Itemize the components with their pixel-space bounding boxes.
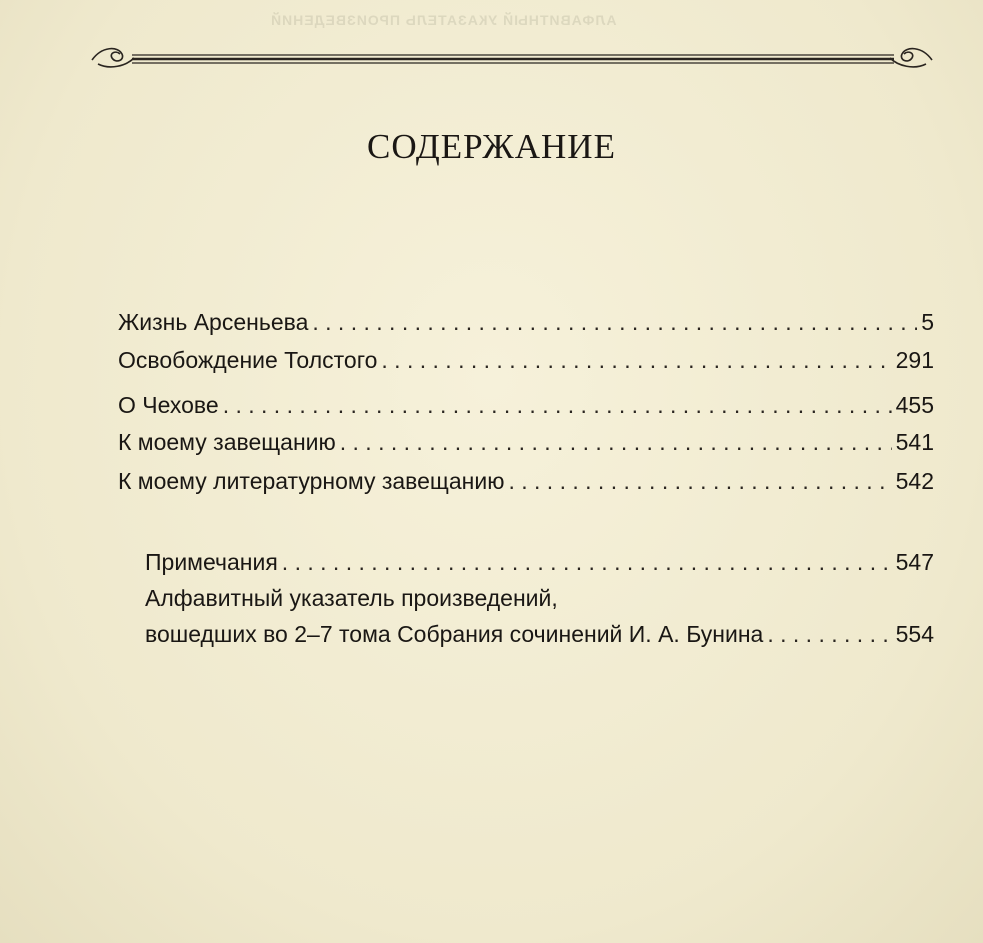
- page-title: СОДЕРЖАНИЕ: [367, 127, 616, 166]
- dot-leader: [340, 427, 892, 457]
- ornamental-rule: [88, 40, 936, 74]
- toc-entry: [118, 466, 934, 496]
- toc-entry-title-line1: Алфавитный указатель произведений,: [145, 585, 558, 611]
- dot-leader: [381, 345, 891, 375]
- dot-leader: [508, 466, 891, 496]
- toc-entry-page: 291: [895, 347, 934, 373]
- toc-entry-page: 547: [895, 549, 934, 575]
- toc-entry-page: 5: [921, 309, 934, 335]
- toc-entry-title: К моему литературному завещанию: [118, 468, 505, 494]
- dot-leader: [223, 390, 892, 420]
- toc-entry-title: О Чехове: [118, 392, 219, 418]
- toc-entry-title: вошедших во 2–7 тома Собрания сочинений И. А. Бунина: [145, 621, 764, 647]
- toc-entry: [118, 307, 934, 337]
- toc-entry: [118, 427, 934, 457]
- dot-leader: [282, 547, 892, 577]
- dot-leader: [312, 307, 917, 337]
- toc-entry-page: 542: [895, 468, 934, 494]
- toc-entry-page: 554: [895, 621, 934, 647]
- toc-entry: [118, 345, 934, 375]
- toc-entry-title: К моему завещанию: [118, 429, 336, 455]
- toc-entry: [145, 619, 934, 649]
- toc-entry-title: Примечания: [145, 549, 278, 575]
- toc-entry-title: Жизнь Арсеньева: [118, 309, 309, 335]
- toc-entry-page: 541: [895, 429, 934, 455]
- toc-entry-title: Освобождение Толстого: [118, 347, 378, 373]
- toc-entry-page: 455: [895, 392, 934, 418]
- show-through-header: АЛФАВИТНЫЙ УКАЗАТЕЛЬ ПРОИЗВЕДЕНИЙ: [270, 12, 617, 28]
- toc-entry: [118, 390, 934, 420]
- dot-leader: [767, 619, 891, 649]
- toc-entry: [145, 547, 934, 577]
